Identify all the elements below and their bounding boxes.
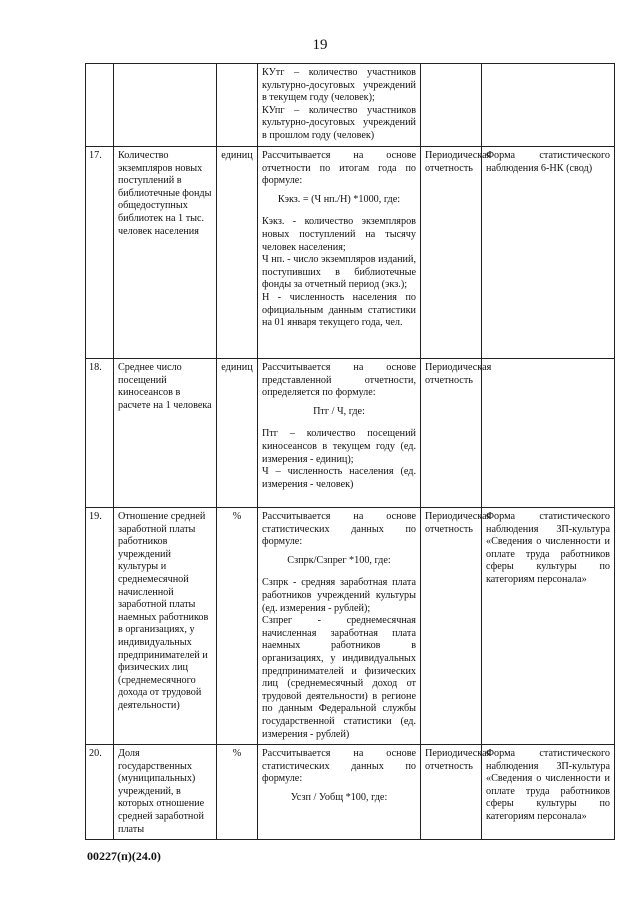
method-cell — [258, 745, 421, 840]
unit-cell — [217, 64, 258, 147]
method-cell — [258, 147, 421, 359]
period-cell: Периодическая отчетность — [421, 147, 482, 359]
method-text: Кэкз. - количество экземпляров новых поступлений на тысячу человек населения; — [262, 216, 416, 253]
unit-cell: % — [217, 508, 258, 745]
unit-cell: единиц — [217, 147, 258, 359]
method-text: Птг – количество посещений киносеансов в текущем году (ед. измерения - единиц); — [262, 428, 416, 465]
unit-cell: % — [217, 745, 258, 840]
source-cell: Форма статистического наблюдения ЗП-культура «Сведения о численности и оплате труда работников сферы культуры по категориям персонала» — [482, 508, 615, 745]
source-cell — [482, 64, 615, 147]
indicator-name: Среднее число посещений киносеансов в расчете на 1 человека — [114, 359, 217, 508]
indicator-name — [114, 64, 217, 147]
formula: Усзп / Уобщ *100, где: — [290, 791, 388, 803]
method-text: Рассчитывается на основе отчетности по итогам года по формуле: — [262, 150, 416, 187]
method-text: КУтг – количество участников культурно-досуговых учреждений в текущем году (человек); — [262, 67, 416, 104]
row-number — [86, 64, 114, 147]
method-text: КУпг – количество участников культурно-досуговых учреждений в прошлом году (человек) — [262, 104, 416, 141]
indicators-table — [85, 63, 615, 840]
method-text: Рассчитывается на основе статистических данных по формуле: — [262, 511, 416, 548]
period-cell: Периодическая отчетность — [421, 359, 482, 508]
method-text: Ч нп. - число экземпляров изданий, поступивших в библиотечные фонды за отчетный период (экз.); — [262, 254, 416, 291]
table-row — [86, 745, 615, 840]
method-text: Сзпрк - средняя заработная плата работников учреждений культуры (ед. измерения - рублей); — [262, 577, 416, 614]
method-text: Сзпрег - среднемесячная начисленная заработная плата наемных работников в организациях, у индивидуальных предпринимателей и физических лиц (среднемесячный доход от трудовой деятельности) в регионе по данным Федеральной службы государственной статистики (ед. измерения - рублей) — [262, 615, 416, 740]
formula: Сзпрк/Сзпрег *100, где: — [287, 554, 391, 566]
method-cell — [258, 359, 421, 508]
source-cell: Форма статистического наблюдения ЗП-культура «Сведения о численности и оплате труда работников сферы культуры по категориям персонала» — [482, 745, 615, 840]
indicator-name: Отношение средней заработной платы работников учреждений культуры и среднемесячной начисленной заработной платы наемных работников в организациях, у индивидуальных предпринимателей и физических лиц (среднемесячного дохода от трудовой деятельности) — [114, 508, 217, 745]
row-number: 20. — [86, 745, 114, 840]
table-row — [86, 64, 615, 147]
unit-cell: единиц — [217, 359, 258, 508]
row-number: 18. — [86, 359, 114, 508]
table-row — [86, 359, 615, 508]
row-number: 19. — [86, 508, 114, 745]
method-text: Рассчитывается на основе статистических данных по формуле: — [262, 748, 416, 785]
indicator-name: Количество экземпляров новых поступлений в библиотечные фонды общедоступных библиотек на 1 тыс. человек населения — [114, 147, 217, 359]
table-row — [86, 147, 615, 359]
period-cell — [421, 64, 482, 147]
formula: Птг / Ч, где: — [313, 405, 365, 417]
method-cell — [258, 64, 421, 147]
document-code: 00227(п)(24.0) — [87, 849, 161, 863]
formula: Кэкз. = (Ч нп./Н) *1000, где: — [277, 193, 401, 205]
method-cell — [258, 508, 421, 745]
indicator-name: Доля государственных (муниципальных) учреждений, в которых отношение средней заработной платы — [114, 745, 217, 840]
table-row — [86, 508, 615, 745]
period-cell: Периодическая отчетность — [421, 508, 482, 745]
source-cell — [482, 359, 615, 508]
source-cell: Форма статистического наблюдения 6-НК (свод) — [482, 147, 615, 359]
method-text: Рассчитывается на основе представленной отчетности, определяется по формуле: — [262, 362, 416, 399]
method-text: Ч – численность населения (ед. измерения - человек) — [262, 466, 416, 490]
row-number: 17. — [86, 147, 114, 359]
method-text: Н - численность населения по официальным данным статистики на 01 января текущего года, чел. — [262, 291, 416, 329]
period-cell: Периодическая отчетность — [421, 745, 482, 840]
page-number: 19 — [312, 37, 328, 53]
